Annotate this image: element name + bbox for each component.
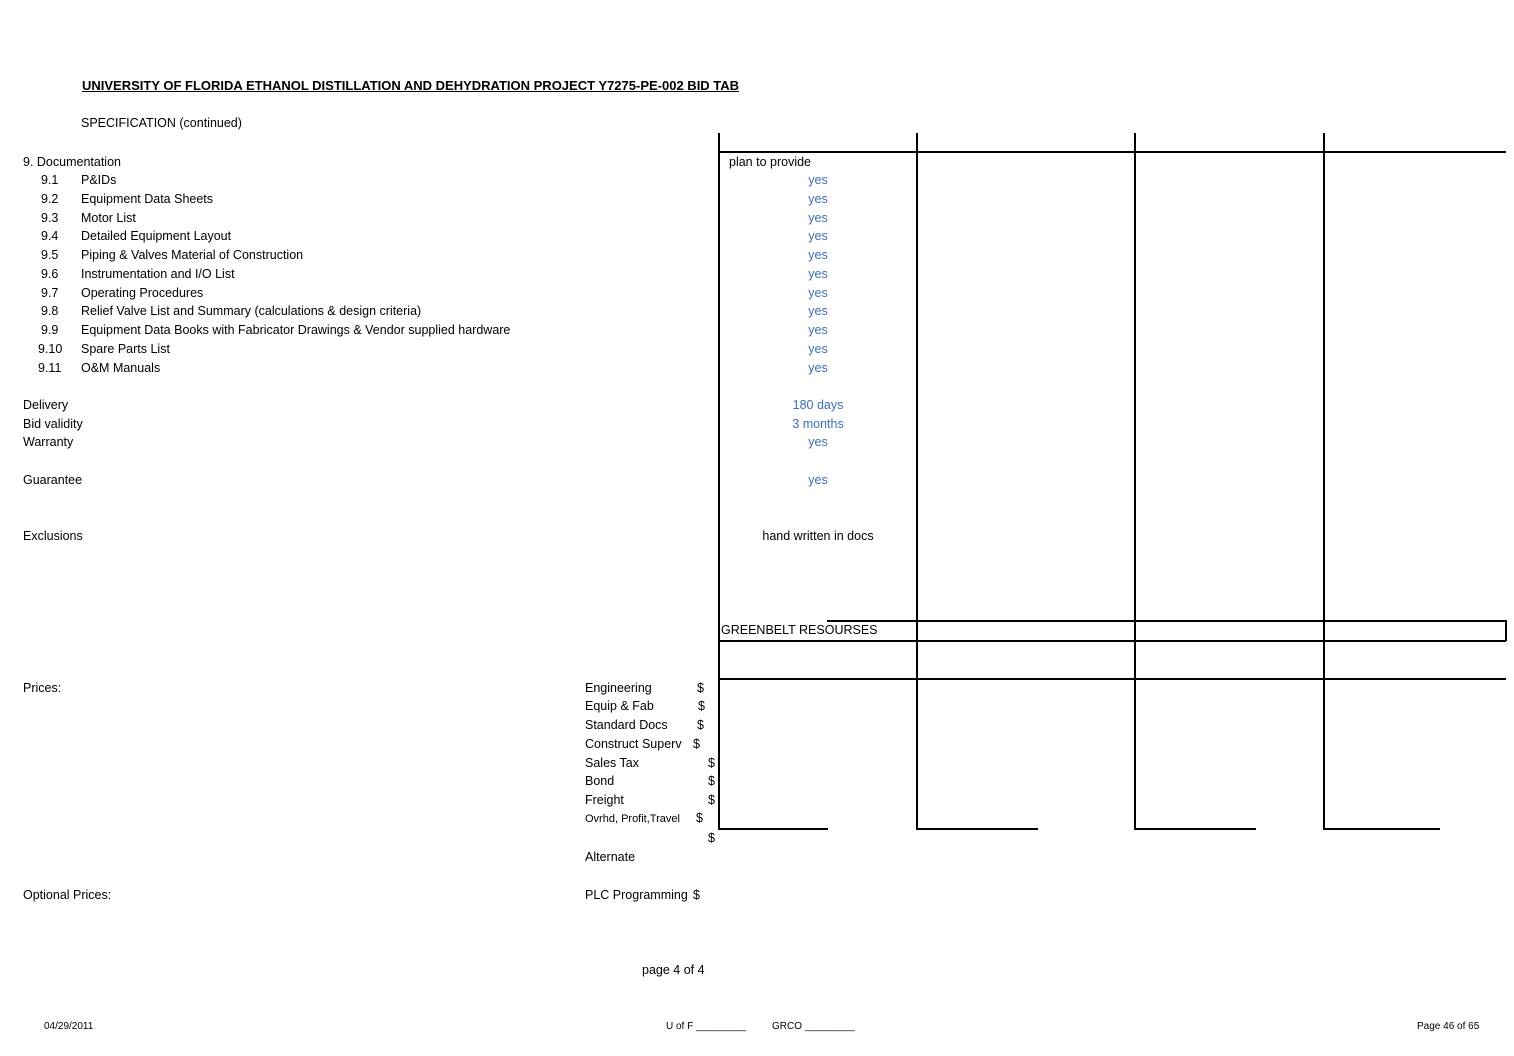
guarantee-value: yes bbox=[808, 473, 828, 487]
price-item-label: Engineering bbox=[585, 681, 652, 695]
exclusions-value: hand written in docs bbox=[762, 529, 874, 543]
page-label: page 4 of 4 bbox=[642, 963, 705, 977]
grid-hline-total-4 bbox=[1323, 828, 1440, 830]
doc-item-value: yes bbox=[808, 267, 828, 281]
doc-item-value: yes bbox=[808, 173, 828, 187]
grid-hline-vendor-top-a bbox=[827, 620, 917, 622]
optional-price-currency: $ bbox=[693, 888, 700, 902]
doc-item-num: 9.1 bbox=[41, 173, 59, 187]
grid-hline-total-3 bbox=[1134, 828, 1256, 830]
price-item-currency: $ bbox=[698, 699, 705, 713]
price-item-currency: $ bbox=[708, 774, 715, 788]
price-item-label: Construct Superv bbox=[585, 737, 682, 751]
doc-item-label: Relief Valve List and Summary (calculations & design criteria) bbox=[81, 304, 422, 318]
doc-item-value: yes bbox=[808, 361, 828, 375]
delivery-value: 180 days bbox=[792, 398, 844, 412]
prices-label: Prices: bbox=[23, 681, 62, 695]
price-item-label: Bond bbox=[585, 774, 615, 788]
warranty-value: yes bbox=[808, 435, 828, 449]
doc-item-num: 9.9 bbox=[41, 323, 59, 337]
price-item-currency: $ bbox=[693, 737, 700, 751]
price-item-currency: $ bbox=[708, 756, 715, 770]
grid-hline-vendor-top-b bbox=[916, 620, 1506, 622]
alternate-label: Alternate bbox=[585, 850, 636, 864]
spec-continued-label: SPECIFICATION (continued) bbox=[81, 116, 242, 130]
exclusions-label: Exclusions bbox=[23, 529, 83, 543]
price-item-label: Equip & Fab bbox=[585, 699, 654, 713]
doc-item-num: 9.10 bbox=[38, 342, 63, 356]
doc-item-value: yes bbox=[808, 342, 828, 356]
optional-prices-label: Optional Prices: bbox=[23, 888, 112, 902]
doc-item-label: Instrumentation and I/O List bbox=[81, 267, 235, 281]
price-item-currency: $ bbox=[708, 793, 715, 807]
doc-item-label: Operating Procedures bbox=[81, 286, 204, 300]
footer-uf-sign: U of F _________ bbox=[666, 1021, 747, 1032]
footer-grco-sign: GRCO _________ bbox=[772, 1021, 855, 1032]
doc-item-num: 9.4 bbox=[41, 229, 59, 243]
doc-item-label: Piping & Valves Material of Construction bbox=[81, 248, 304, 262]
doc-item-value: yes bbox=[808, 192, 828, 206]
grid-hline-prices bbox=[718, 678, 1506, 680]
doc-item-label: Motor List bbox=[81, 211, 136, 225]
doc-item-value: yes bbox=[808, 286, 828, 300]
price-item-label: Freight bbox=[585, 793, 624, 807]
doc-item-num: 9.11 bbox=[38, 361, 62, 375]
warranty-label: Warranty bbox=[23, 435, 74, 449]
price-item-label: Standard Docs bbox=[585, 718, 668, 732]
total-currency: $ bbox=[708, 831, 715, 845]
doc-item-num: 9.3 bbox=[41, 211, 59, 225]
documentation-heading: 9. Documentation bbox=[23, 155, 121, 169]
doc-item-value: yes bbox=[808, 323, 828, 337]
doc-item-label: P&IDs bbox=[81, 173, 117, 187]
doc-item-label: Detailed Equipment Layout bbox=[81, 229, 232, 243]
column-header-plan: plan to provide bbox=[729, 155, 812, 169]
doc-item-value: yes bbox=[808, 211, 828, 225]
price-item-currency: $ bbox=[697, 681, 704, 695]
doc-item-label: Equipment Data Books with Fabricator Drawings & Vendor supplied hardware bbox=[81, 323, 511, 337]
doc-item-num: 9.8 bbox=[41, 304, 59, 318]
optional-price-item: PLC Programming bbox=[585, 888, 688, 902]
guarantee-label: Guarantee bbox=[23, 473, 83, 487]
doc-item-num: 9.6 bbox=[41, 267, 59, 281]
grid-vline-4 bbox=[1323, 133, 1325, 830]
doc-item-label: Spare Parts List bbox=[81, 342, 170, 356]
doc-item-value: yes bbox=[808, 304, 828, 318]
doc-item-value: yes bbox=[808, 248, 828, 262]
doc-item-label: O&M Manuals bbox=[81, 361, 161, 375]
price-item-label: Ovrhd, Profit,Travel bbox=[585, 813, 680, 825]
grid-hline-total-1 bbox=[718, 828, 828, 830]
doc-item-value: yes bbox=[808, 229, 828, 243]
price-item-currency: $ bbox=[697, 718, 704, 732]
doc-item-num: 9.7 bbox=[41, 286, 59, 300]
delivery-label: Delivery bbox=[23, 398, 69, 412]
vendor-name: GREENBELT RESOURSES bbox=[721, 623, 878, 637]
doc-item-label: Equipment Data Sheets bbox=[81, 192, 214, 206]
footer-date: 04/29/2011 bbox=[44, 1021, 94, 1032]
grid-hline-top bbox=[718, 151, 1506, 153]
grid-hline-vendor-bottom bbox=[718, 640, 1506, 642]
page-title: UNIVERSITY OF FLORIDA ETHANOL DISTILLATION AND DEHYDRATION PROJECT Y7275-PE-002 BID TAB bbox=[82, 78, 740, 93]
footer-page-of: Page 46 of 65 bbox=[1417, 1021, 1480, 1032]
bid-validity-label: Bid validity bbox=[23, 417, 83, 431]
doc-item-num: 9.5 bbox=[41, 248, 59, 262]
grid-hline-total-2 bbox=[916, 828, 1038, 830]
price-item-label: Sales Tax bbox=[585, 756, 639, 770]
doc-item-num: 9.2 bbox=[41, 192, 59, 206]
grid-vline-3 bbox=[1134, 133, 1136, 830]
price-item-currency: $ bbox=[696, 811, 703, 825]
bid-validity-value: 3 months bbox=[792, 417, 844, 431]
grid-vline-5 bbox=[1505, 620, 1507, 641]
